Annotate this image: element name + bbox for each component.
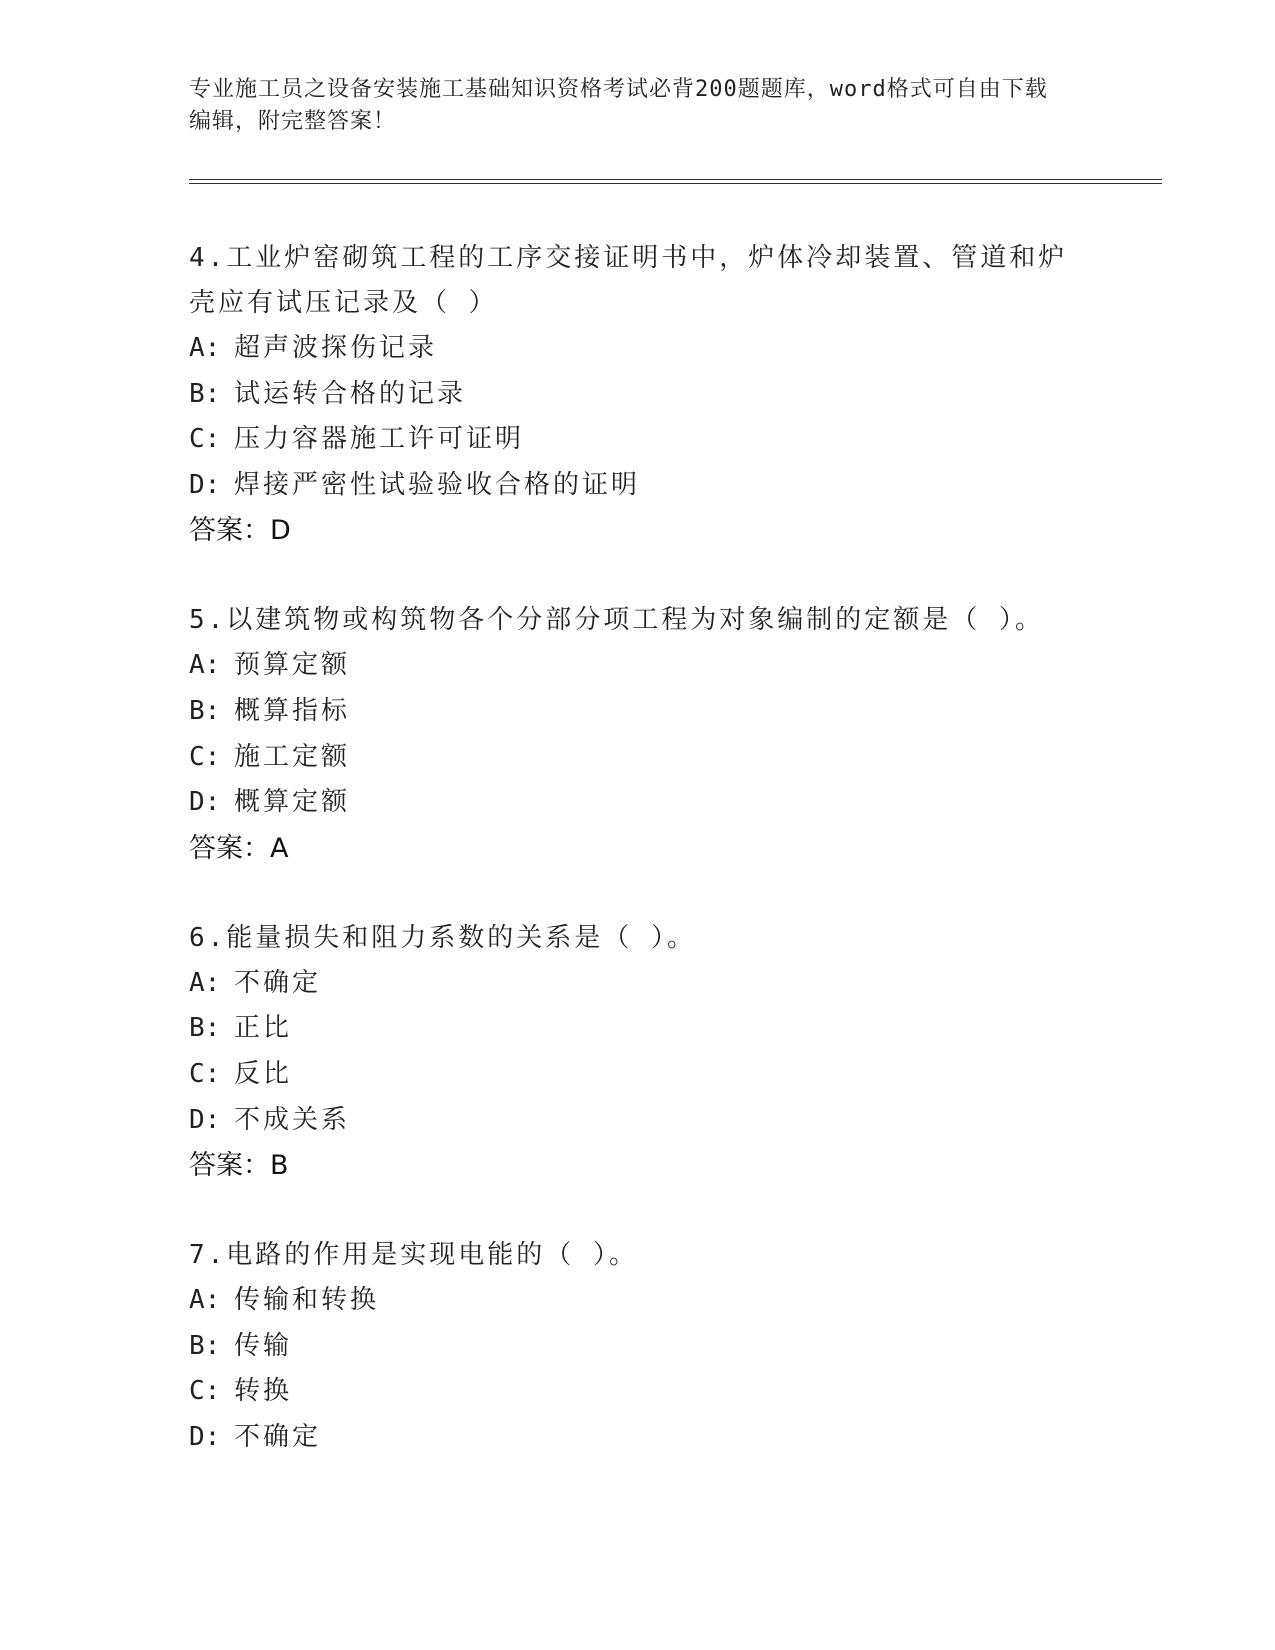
option-text: 转换 (234, 1376, 293, 1407)
option-c (189, 1052, 1089, 1098)
option-c (189, 1369, 1089, 1415)
option-text: 概算指标 (234, 695, 351, 726)
option-letter: B: (189, 378, 221, 409)
option-b (189, 1324, 1089, 1370)
option-text: 预算定额 (234, 650, 351, 681)
answer-line: 答案：D (189, 515, 291, 547)
option-text: 焊接严密性试验验收合格的证明 (234, 469, 641, 500)
option-letter: C: (189, 741, 221, 772)
option-letter: C: (189, 1376, 221, 1407)
question-stem: 5.以建筑物或构筑物各个分部分项工程为对象编制的定额是（ ）。 (189, 605, 1044, 636)
question-6 (189, 916, 1089, 1189)
option-c (189, 735, 1089, 781)
question-7 (189, 1233, 1089, 1460)
question-list (189, 236, 1089, 1505)
option-letter: A: (189, 650, 221, 681)
answer-line: 答案：A (189, 832, 289, 864)
document-intro: 专业施工员之设备安装施工基础知识资格考试必背200题题库，word格式可自由下载编辑，附完整答案！ (189, 77, 1048, 134)
question-stem: 4.工业炉窑砌筑工程的工序交接证明书中，炉体冷却装置、管道和炉壳应有试压记录及（ ） (189, 243, 1068, 318)
option-letter: B: (189, 1013, 221, 1044)
option-text: 超声波探伤记录 (234, 333, 438, 363)
question-stem: 6.能量损失和阻力系数的关系是（ ）。 (189, 922, 696, 953)
option-text: 反比 (234, 1058, 293, 1089)
question-4 (189, 236, 1089, 554)
option-b (189, 1006, 1089, 1052)
question-5 (189, 598, 1089, 871)
option-letter: C: (189, 424, 221, 455)
option-a (189, 643, 1089, 689)
answer-line: 答案：B (189, 1150, 289, 1182)
option-b (189, 689, 1089, 735)
option-text: 正比 (234, 1013, 293, 1044)
option-b (189, 372, 1089, 418)
option-text: 不成关系 (234, 1104, 351, 1135)
option-letter: A: (189, 333, 221, 363)
option-text: 概算定额 (234, 787, 351, 818)
option-text: 传输和转换 (234, 1285, 380, 1316)
option-text: 压力容器施工许可证明 (234, 424, 525, 455)
option-letter: D: (189, 1104, 221, 1135)
option-text: 不确定 (234, 967, 322, 998)
option-letter: A: (189, 967, 221, 998)
option-letter: D: (189, 469, 221, 500)
option-text: 试运转合格的记录 (234, 378, 467, 409)
option-letter: B: (189, 695, 221, 726)
option-letter: A: (189, 1285, 221, 1316)
option-d (189, 1415, 1089, 1461)
option-a (189, 326, 1089, 372)
option-a (189, 1278, 1089, 1324)
option-letter: D: (189, 787, 221, 818)
option-text: 传输 (234, 1330, 293, 1361)
option-c (189, 417, 1089, 463)
option-d (189, 780, 1089, 826)
option-letter: C: (189, 1058, 221, 1089)
option-letter: D: (189, 1421, 221, 1452)
option-letter: B: (189, 1330, 221, 1361)
question-stem: 7.电路的作用是实现电能的（ ）。 (189, 1240, 638, 1271)
option-d (189, 1098, 1089, 1144)
option-d (189, 463, 1089, 509)
option-text: 施工定额 (234, 741, 351, 772)
header-divider-bottom (189, 183, 1162, 184)
header-divider-top (189, 179, 1162, 180)
option-a (189, 961, 1089, 1007)
option-text: 不确定 (234, 1421, 322, 1452)
